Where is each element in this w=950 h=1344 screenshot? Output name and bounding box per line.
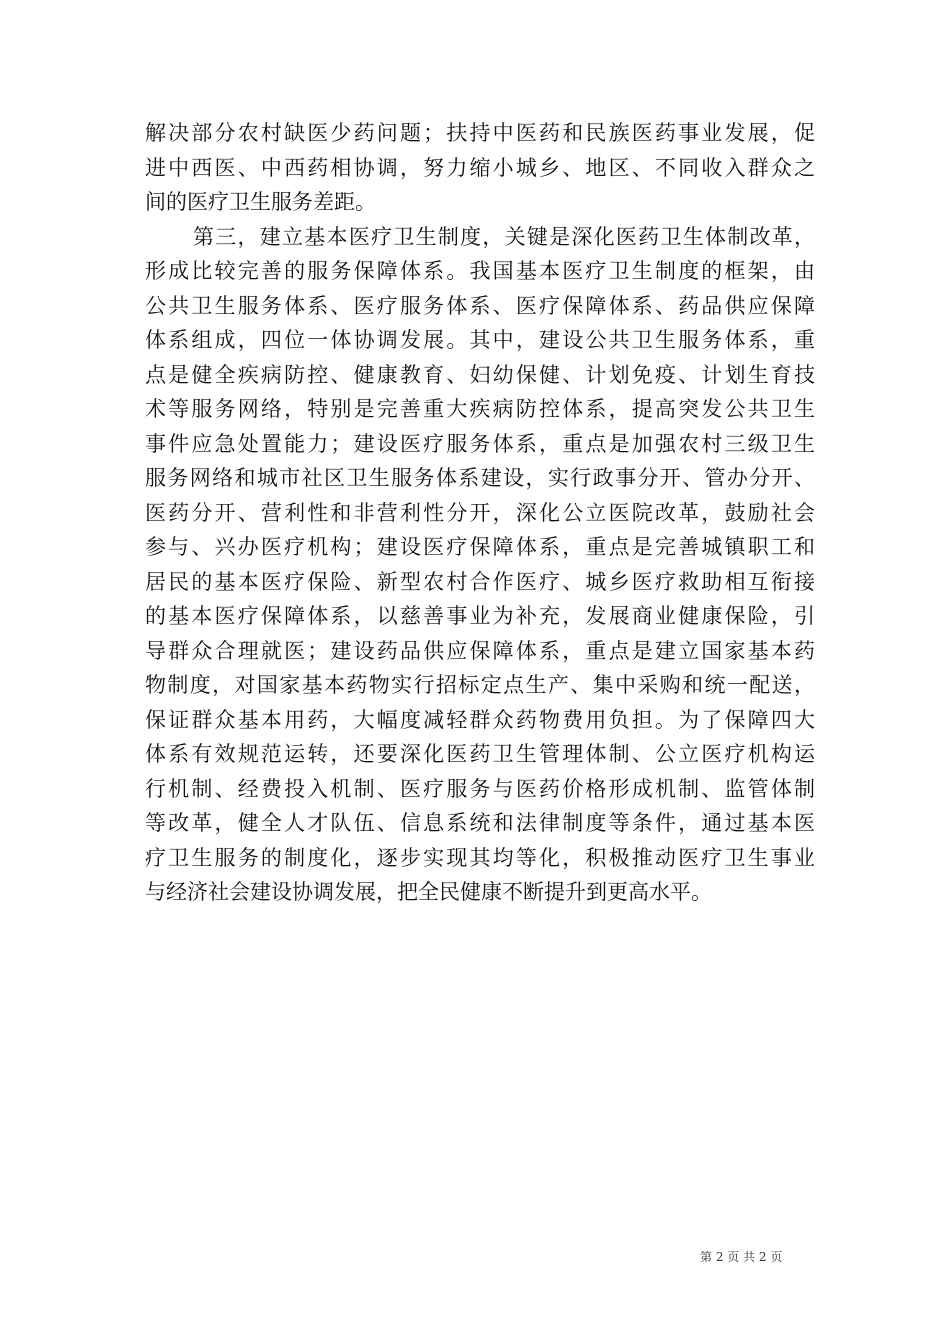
paragraph-line: 解决部分农村缺医少药问题；扶持中医药和民族医药事业发展，促 xyxy=(145,121,815,145)
paragraph-line: 行机制、经费投入机制、医疗服务与医药价格形成机制、监管体制 xyxy=(145,776,815,801)
paragraph-line: 等改革，健全人才队伍、信息系统和法律制度等条件，通过基本医 xyxy=(145,811,815,835)
paragraph-line: 疗卫生服务的制度化，逐步实现其均等化，积极推动医疗卫生事业 xyxy=(145,845,815,870)
paragraph-line: 间的医疗卫生服务差距。 xyxy=(145,190,376,214)
paragraph-line: 体系组成，四位一体协调发展。其中，建设公共卫生服务体系，重 xyxy=(145,328,815,352)
paragraph-line: 保证群众基本用药，大幅度减轻群众药物费用负担。为了保障四大 xyxy=(145,707,815,732)
paragraph-line: 术等服务网络，特别是完善重大疾病防控体系，提高突发公共卫生 xyxy=(145,397,815,421)
page-number: 第 2 页 共 2 页 xyxy=(700,1250,783,1264)
paragraph-line: 体系有效规范运转，还要深化医药卫生管理体制、公立医疗机构运 xyxy=(145,742,815,766)
paragraph-line: 参与、兴办医疗机构；建设医疗保障体系，重点是完善城镇职工和 xyxy=(145,535,815,559)
paragraph-line: 居民的基本医疗保险、新型农村合作医疗、城乡医疗救助相互衔接 xyxy=(145,569,815,594)
paragraph-line: 与经济社会建设协调发展，把全民健康不断提升到更高水平。 xyxy=(145,880,712,904)
paragraph-line: 导群众合理就医；建设药品供应保障体系，重点是建立国家基本药 xyxy=(145,638,815,663)
paragraph-line: 公共卫生服务体系、医疗服务体系、医疗保障体系、药品供应保障 xyxy=(145,293,815,318)
paragraph-line: 形成比较完善的服务保障体系。我国基本医疗卫生制度的框架，由 xyxy=(145,259,815,283)
paragraph-1 xyxy=(145,116,815,220)
paragraph-2 xyxy=(145,220,815,910)
paragraph-line: 第三，建立基本医疗卫生制度，关键是深化医药卫生体制改革， xyxy=(193,224,815,249)
paragraph-line: 点是健全疾病防控、健康教育、妇幼保健、计划免疫、计划生育技 xyxy=(145,362,815,387)
paragraph-line: 的基本医疗保障体系，以慈善事业为补充，发展商业健康保险，引 xyxy=(145,604,815,628)
paragraph-line: 事件应急处置能力；建设医疗服务体系，重点是加强农村三级卫生 xyxy=(145,431,815,456)
paragraph-line: 进中西医、中西药相协调，努力缩小城乡、地区、不同收入群众之 xyxy=(145,155,815,180)
paragraph-line: 物制度，对国家基本药物实行招标定点生产、集中采购和统一配送， xyxy=(145,673,815,697)
paragraph-line: 医药分开、营利性和非营利性分开，深化公立医院改革，鼓励社会 xyxy=(145,500,815,525)
paragraph-line: 服务网络和城市社区卫生服务体系建设，实行政事分开、管办分开、 xyxy=(145,466,815,490)
document-body xyxy=(145,116,815,910)
